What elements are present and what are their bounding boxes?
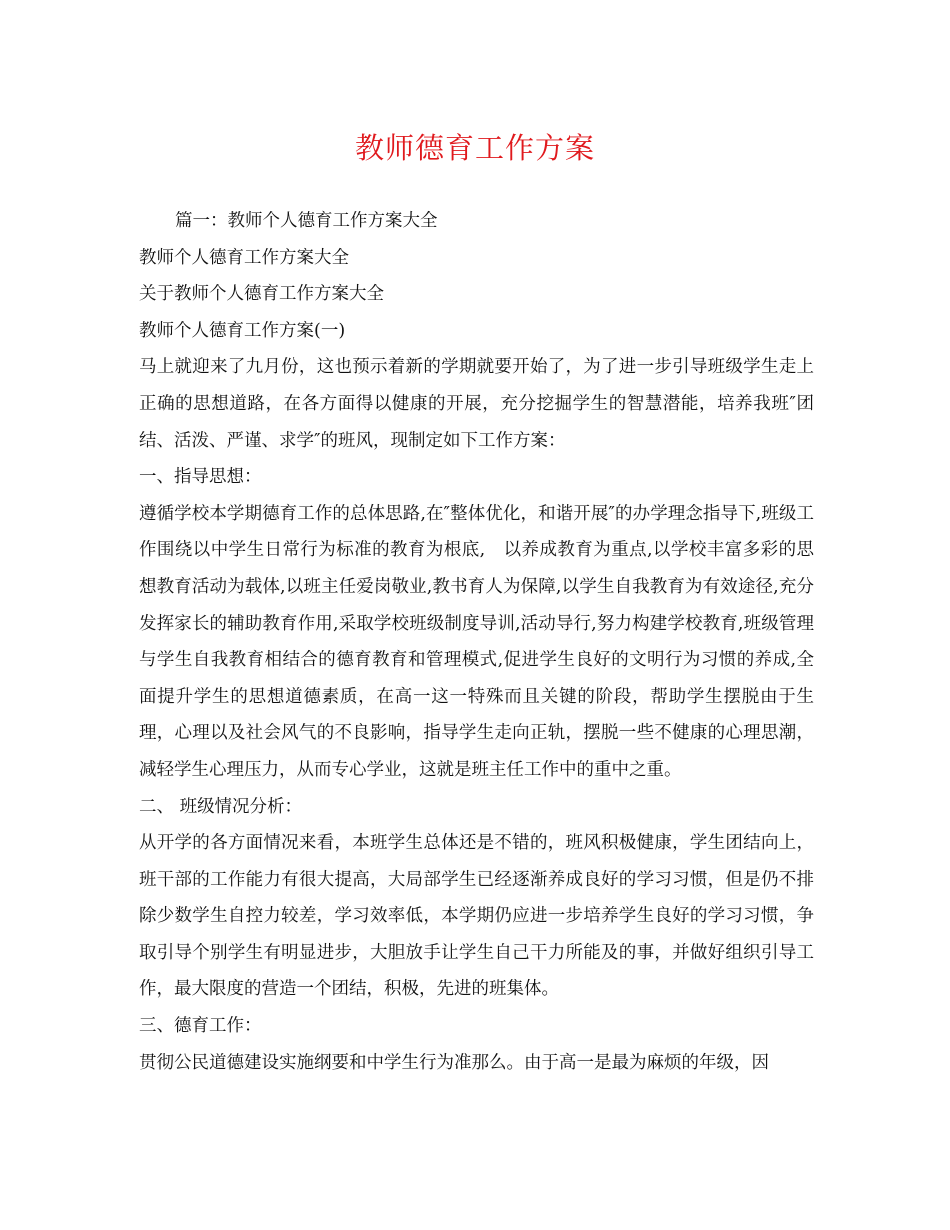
subtitle-line: 关于教师个人德育工作方案大全 [139, 284, 384, 305]
document-body [139, 203, 814, 1081]
intro-paragraph: 马上就迎来了九月份，这也预示着新的学期就要开始了，为了进一步引导班级学生走上正确的思想道路，在各方面得以健康的开展，充分挖掘学生的智慧潜能，培养我班″团结、活泼、严谨、求学″的班风，现制定如下工作方案： [139, 357, 814, 451]
section-heading-class-analysis: 二、 班级情况分析： [139, 796, 303, 817]
subtitle-line: 教师个人德育工作方案大全 [139, 247, 349, 268]
section-heading-part-one: 篇一：教师个人德育工作方案大全 [175, 211, 438, 231]
section-heading-guiding-thought: 一、指导思想： [139, 467, 262, 488]
class-analysis-paragraph: 从开学的各方面情况来看，本班学生总体还是不错的，班风积极健康，学生团结向上，班干部的工作能力有很大提高，大局部学生已经逐渐养成良好的学习习惯，但是仍不排除少数学生自控力较差，学习效率低，本学期仍应进一步培养学生良好的学习习惯，争取引导个别学生有明显进步，大胆放手让学生自己干力所能及的事，并做好组织引导工作，最大限度的营造一个团结，积极，先进的班集体。 [139, 833, 814, 1000]
moral-work-paragraph: 贯彻公民道德建设实施纲要和中学生行为准那么。由于高一是最为麻烦的年级，因 [139, 1052, 769, 1073]
guiding-thought-paragraph: 遵循学校本学期德育工作的总体思路,在″整体优化，和谐开展″的办学理念指导下,班级工作围绕以中学生日常行为标准的教育为根底, 以养成教育为重点,以学校丰富多彩的思想教育活动为载体,以班主任爱岗敬业,教书育人为保障,以学生自我教育为有效途径,充分发挥家长的辅助教育作用,采取学校班级制度导训,活动导行,努力构建学校教育,班级管理与学生自我教育相结合的德育教育和管理模式,促进学生良好的文明行为习惯的养成,全面提升学生的思想道德素质，在高一这一特殊而且关键的阶段，帮助学生摆脱由于生理，心理以及社会风气的不良影响，指导学生走向正轨，摆脱一些不健康的心理思潮，减轻学生心理压力，从而专心学业，这就是班主任工作中的重中之重。 [139, 503, 814, 780]
section-heading-moral-work: 三、德育工作： [139, 1016, 262, 1037]
document-title: 教师德育工作方案 [354, 131, 595, 165]
subtitle-line: 教师个人德育工作方案(一) [139, 320, 346, 341]
